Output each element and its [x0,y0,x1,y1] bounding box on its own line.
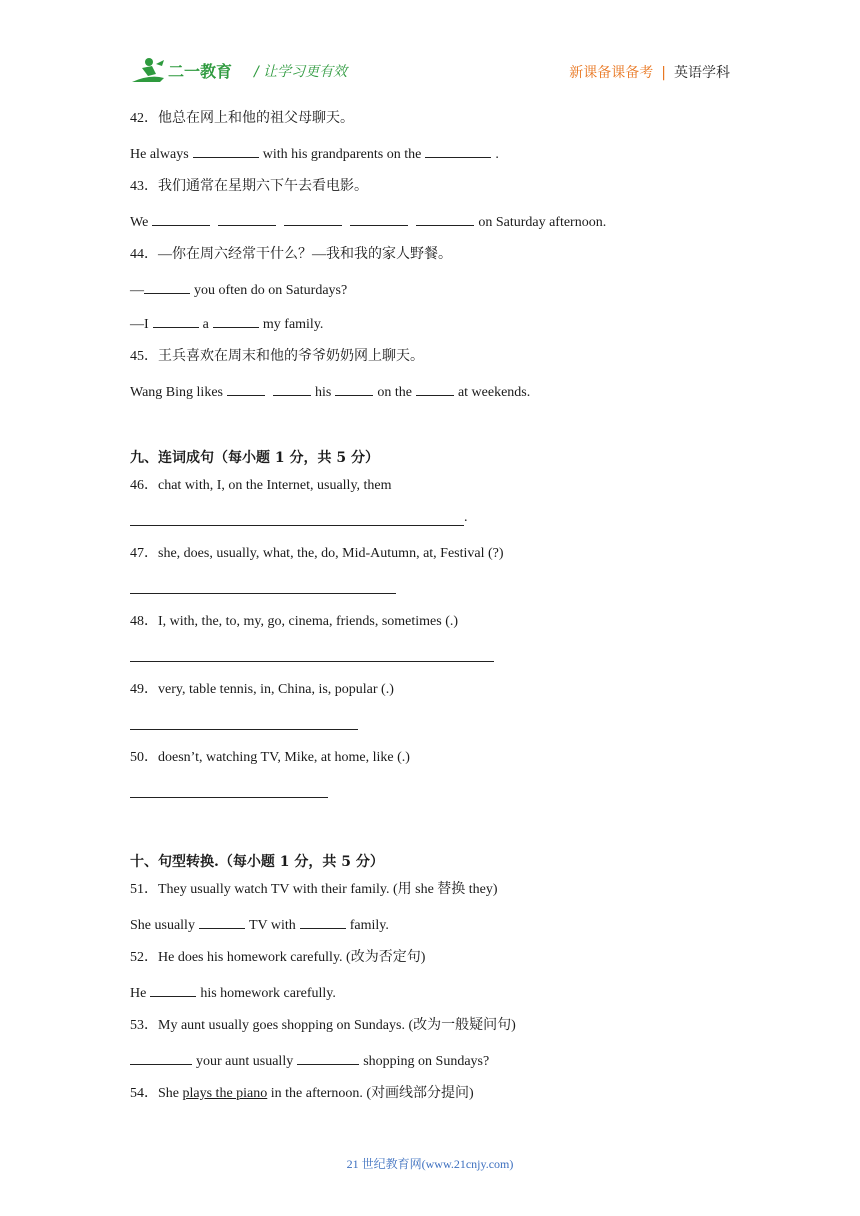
q44-blank-2[interactable] [153,313,199,328]
q44-text-b1: —I [130,317,149,332]
q42-prompt: 42．他总在网上和他的祖父母聊天。 [130,111,354,126]
q51-answer [130,914,730,948]
q45-text-3: on the [377,385,412,400]
q50-prompt: 50．doesn’t, watching TV, Mike, at home, like (.) [130,750,410,765]
header-separator: | [661,65,666,81]
q50-answer-line[interactable] [130,782,730,816]
q44-blank-1[interactable] [144,279,190,294]
q53-blank-1[interactable] [130,1050,192,1065]
q48-prompt: 48．I, with, the, to, my, go, cinema, friends, sometimes (.) [130,614,459,629]
q44-text-b2: a [202,317,209,332]
q45-blank-4[interactable] [416,381,454,396]
q44-text-a: you often do on Saturdays? [194,283,348,298]
q49-prompt: 49．very, table tennis, in, China, is, popular (.) [130,682,394,697]
q45-blank-1[interactable] [227,381,265,396]
page-header [130,54,730,88]
q54-prompt [130,1084,730,1118]
q42-answer [130,143,730,177]
logo [130,56,248,86]
logo-text: 二一教育 [168,62,233,81]
slogan: / 让学习更有效 [254,64,348,80]
q46-period: . [464,510,468,525]
q44-blank-3[interactable] [213,313,259,328]
worksheet-content [130,109,730,1118]
q45-blank-2[interactable] [273,381,311,396]
q43-text-2: on Saturday afternoon. [478,215,607,230]
q52-text-1: He [130,986,147,1001]
page-footer: 21 世纪教育网(www.21cnjy.com) [346,1157,514,1171]
q42-blank-2[interactable] [425,143,491,158]
q43-blank-1[interactable] [152,211,210,226]
header-label: 新课备课备考 [569,65,654,81]
q51-blank-1[interactable] [199,914,245,929]
q43-blank-2[interactable] [218,211,276,226]
header-subject: 英语学科 [674,65,730,81]
q51-text-3: family. [349,918,389,933]
q43-blank-3[interactable] [284,211,342,226]
q52-blank-1[interactable] [150,982,196,997]
q54-text-pre: 54．She [130,1086,183,1101]
q44-text-b3: my family. [262,317,324,332]
q43-blank-5[interactable] [416,211,474,226]
section-9-title: 九、连词成句（每小题 1 分，共 5 分） [130,450,379,466]
q42-text-3: . [495,147,499,162]
q43-text-1: We [130,215,149,230]
q51-blank-2[interactable] [300,914,346,929]
q42-text-1: He always [130,147,189,162]
q52-text-2: his homework carefully. [200,986,336,1001]
q44-prompt: 44．—你在周六经常干什么？—我和我的家人野餐。 [130,247,452,262]
q44-answer-b [130,313,730,347]
q46-answer-line[interactable] [130,510,730,544]
q45-prompt: 45．王兵喜欢在周末和他的爷爷奶奶网上聊天。 [130,349,424,364]
q45-text-2: his [314,385,332,400]
q42-blank-1[interactable] [193,143,259,158]
q47-prompt: 47．she, does, usually, what, the, do, Mid-Autumn, at, Festival (?) [130,546,504,561]
q52-prompt: 52．He does his homework carefully. (改为否定句) [130,950,426,965]
q47-answer-line[interactable] [130,578,730,612]
q48-answer-line[interactable] [130,646,730,680]
q43-prompt: 43．我们通常在星期六下午去看电影。 [130,179,368,194]
q53-prompt: 53．My aunt usually goes shopping on Sundays. (改为一般疑问句) [130,1018,516,1033]
q44-dash: — [130,283,144,298]
q51-text-2: TV with [248,918,296,933]
q45-text-1: Wang Bing likes [130,385,223,400]
q45-answer [130,381,730,415]
q51-text-1: She usually [130,918,195,933]
q43-answer [130,211,730,245]
q53-answer [130,1050,730,1084]
q51-prompt: 51．They usually watch TV with their family. (用 she 替换 they) [130,882,498,897]
header-right [569,62,730,82]
q44-answer-a [130,279,730,313]
q42-text-2: with his grandparents on the [262,147,422,162]
q43-blank-4[interactable] [350,211,408,226]
q49-answer-line[interactable] [130,714,730,748]
q45-text-4: at weekends. [457,385,531,400]
q53-text-1: your aunt usually [196,1054,294,1069]
q54-text-post: in the afternoon. (对画线部分提问) [267,1086,474,1101]
section-10-title: 十、句型转换.（每小题 1 分，共 5 分） [130,854,384,870]
q52-answer [130,982,730,1016]
q53-blank-2[interactable] [297,1050,359,1065]
q54-underlined-text: plays the piano [182,1086,268,1101]
q46-prompt: 46．chat with, I, on the Internet, usually, them [130,478,392,493]
q53-text-2: shopping on Sundays? [363,1054,490,1069]
q45-blank-3[interactable] [335,381,373,396]
